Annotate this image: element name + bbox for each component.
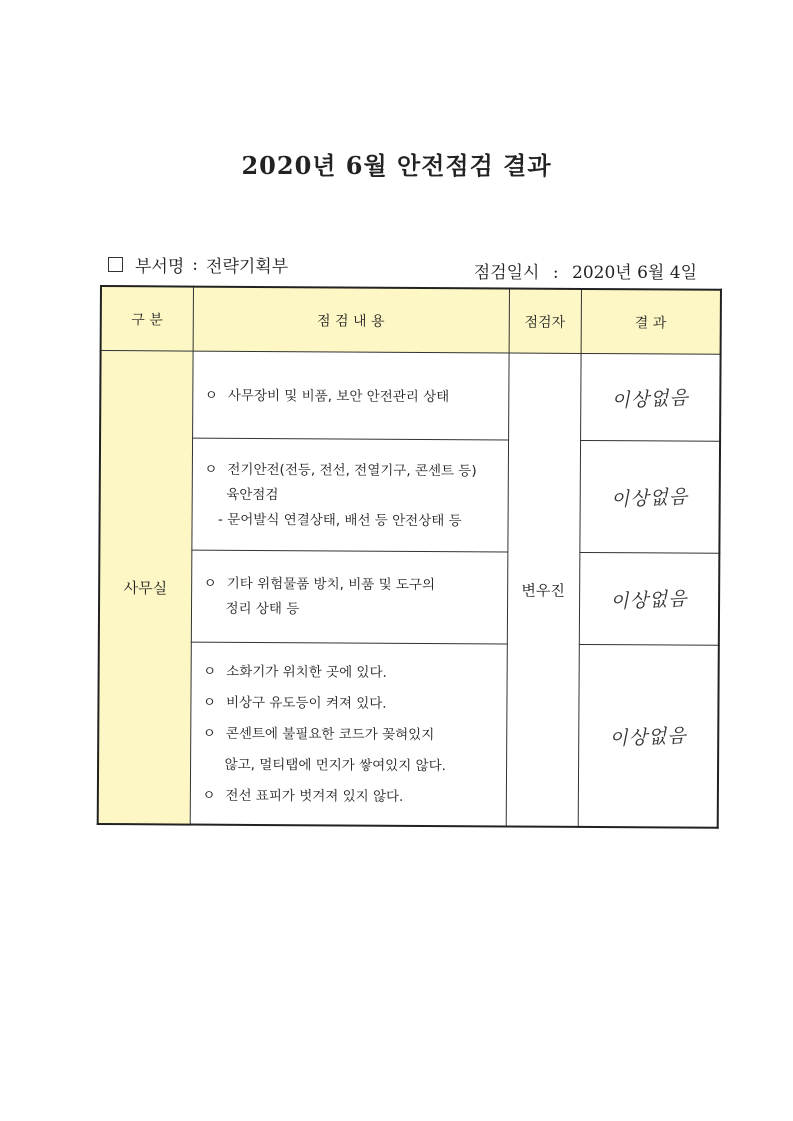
table-row xyxy=(100,351,721,442)
result-cell xyxy=(579,441,720,554)
inspection-date-label: 점검일시 xyxy=(473,263,540,283)
header-result: 결 과 xyxy=(581,289,721,354)
inspector-cell: 변우진 xyxy=(506,353,581,827)
handwritten-result: 이상없음 xyxy=(609,587,689,614)
inspection-date-value: 2020년 6월 4일 xyxy=(572,263,697,283)
content-cell xyxy=(192,351,509,440)
content-line: 정리 상태 등 xyxy=(225,601,300,618)
document-title: 2020년 6월 안전점검 결과 xyxy=(241,151,552,180)
header-content: 점 검 내 용 xyxy=(193,287,509,353)
content-line: 않고, 멀티탭에 먼지가 쌓여있지 않다. xyxy=(224,756,446,774)
header-inspector: 점검자 xyxy=(509,288,581,353)
result-cell xyxy=(578,644,719,828)
content-cell xyxy=(190,642,507,827)
content-line: ㅇ 사무장비 및 비품, 보안 안전관리 상태 xyxy=(205,383,498,410)
header-category: 구 분 xyxy=(101,286,193,351)
department-line xyxy=(108,252,288,277)
table-row xyxy=(98,641,719,828)
content-line: 육안점검 xyxy=(226,487,279,504)
handwritten-result: 이상없음 xyxy=(610,386,690,412)
content-cell xyxy=(191,438,508,552)
inspection-table xyxy=(97,285,722,829)
checkbox-icon xyxy=(108,257,123,272)
inspection-date-line xyxy=(474,258,697,283)
table-header-row xyxy=(101,286,721,354)
content-line: - 문어발식 연결상태, 배선 등 안전상태 등 xyxy=(218,511,462,530)
result-cell xyxy=(580,353,721,441)
department-label: 부서명 xyxy=(135,257,185,277)
content-cell xyxy=(191,550,508,643)
table-row xyxy=(99,438,720,554)
content-line: ㅇ 전선 표피가 벗겨져 있지 않다. xyxy=(202,780,495,813)
content-line: ㅇ 콘센트에 불필요한 코드가 꽂혀있지 xyxy=(203,718,496,751)
table-row xyxy=(99,550,720,645)
content-line: ㅇ 전기안전(전등, 전선, 전열기구, 콘센트 등) xyxy=(204,458,497,485)
content-line: ㅇ 소화기가 위치한 곳에 있다. xyxy=(203,656,496,689)
category-cell: 사무실 xyxy=(98,351,193,825)
result-cell xyxy=(579,553,720,645)
content-line: ㅇ 비상구 유도등이 켜져 있다. xyxy=(203,687,496,720)
handwritten-result: 이상없음 xyxy=(610,485,689,512)
content-line: ㅇ 기타 위험물품 방치, 비품 및 도구의 xyxy=(204,572,497,599)
inspection-date-separator: : xyxy=(552,263,559,283)
department-separator: : xyxy=(192,254,199,275)
department-value: 전략기획부 xyxy=(206,257,289,277)
inspection-table-wrapper xyxy=(97,285,720,829)
handwritten-result: 이상없음 xyxy=(608,724,688,750)
